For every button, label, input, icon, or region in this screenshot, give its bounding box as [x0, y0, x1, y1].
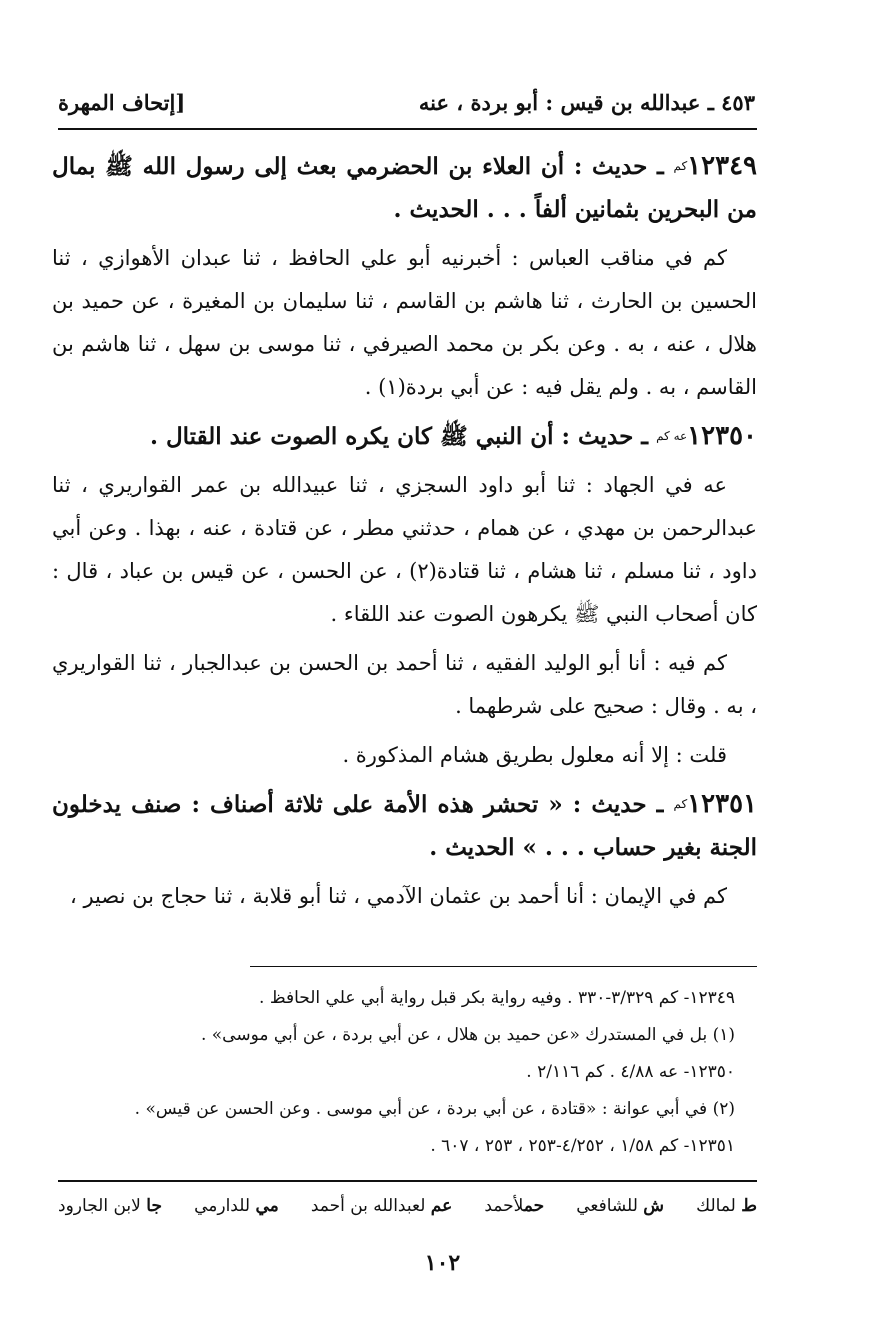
hadith-sigla: كم [673, 797, 688, 811]
abbreviation-item: جا لابن الجارود [58, 1196, 162, 1216]
footnote: ١٢٣٥٠- عه ٤/٨٨ . كم ٢/١١٦ . [526, 1062, 735, 1082]
abbreviation-item: عم لعبدالله بن أحمد [310, 1196, 453, 1216]
main-text [52, 145, 757, 924]
isnad-paragraph: كم فيه : أنا أبو الوليد الفقيه ، ثنا أحمد بن الحسن بن عبدالجبار ، ثنا القواريري ، به . وقال : صحيح على شرطهما . [52, 651, 757, 718]
hadith-number: ١٢٣٥٠ [687, 421, 757, 451]
running-header [58, 90, 755, 115]
hadith-entry-12351 [52, 783, 757, 869]
header-divider [58, 128, 757, 130]
abbreviation-item: مي للدارمي [194, 1196, 279, 1216]
hadith-sigla: كم [673, 159, 688, 173]
hadith-text: ـ حديث : أن النبي ﷺ كان يكره الصوت عند القتال . [149, 423, 649, 450]
footnote-divider [250, 966, 757, 967]
abbreviations-divider [58, 1180, 757, 1182]
footnote: ١٢٣٤٩- كم ٣/٣٢٩-٣٣٠ . وفيه رواية بكر قبل رواية أبي علي الحافظ . [259, 988, 735, 1008]
abbreviation-item: حملأحمد [484, 1196, 545, 1216]
commentary-paragraph: قلت : إلا أنه معلول بطريق هشام المذكورة . [342, 743, 727, 767]
header-book-title: [إتحاف المهرة [58, 90, 186, 115]
hadith-number: ١٢٣٤٩ [687, 151, 757, 181]
footnote: (١) بل في المستدرك «عن حميد بن هلال ، عن أبي بردة ، عن أبي موسى» . [200, 1025, 735, 1045]
abbreviation-item: ط لمالك [696, 1196, 757, 1216]
abbreviation-item: ش للشافعي [576, 1196, 665, 1216]
abbreviations-key [58, 1196, 757, 1216]
header-chapter-title: ٤٥٣ ـ عبدالله بن قيس : أبو بردة ، عنه [418, 90, 755, 115]
footnotes [90, 980, 735, 1165]
hadith-number: ١٢٣٥١ [687, 789, 757, 819]
hadith-sigla: عه كم [656, 429, 688, 443]
page-number: ١٠٢ [424, 1250, 461, 1276]
footnote: ١٢٣٥١- كم ١/٥٨ ، ٤/٢٥٢-٢٥٣ ، ٢٥٣ ، ٦٠٧ . [430, 1136, 735, 1156]
isnad-paragraph: عه في الجهاد : ثنا أبو داود السجزي ، ثنا عبيدالله بن عمر القواريري ، ثنا عبدالرحمن بن مهدي ، عن همام ، حدثني مطر ، عن قتادة ، عنه ، بهذا . وعن أبي داود ، ثنا مسلم ، ثنا هشام ، ثنا قتادة(٢) ، عن الحسن ، عن قيس بن عباد ، قال : كان أصحاب النبي ﷺ يكرهون الصوت عند اللقاء . [52, 473, 757, 626]
footnote: (٢) في أبي عوانة : «قتادة ، عن أبي بردة ، عن أبي موسى . وعن الحسن عن قيس» . [134, 1099, 735, 1119]
hadith-text: ـ حديث : « تحشر هذه الأمة على ثلاثة أصناف : صنف يدخلون الجنة بغير حساب . . . » الحديث . [52, 791, 757, 861]
isnad-paragraph: كم في مناقب العباس : أخبرنيه أبو علي الحافظ ، ثنا عبدان الأهوازي ، ثنا الحسين بن الحارث ، ثنا هاشم بن القاسم ، ثنا سليمان بن المغيرة ، عن حميد بن هلال ، عنه ، به . وعن بكر بن محمد الصيرفي ، ثنا موسى بن سهل ، ثنا هاشم بن القاسم ، به . ولم يقل فيه : عن أبي بردة(١) . [52, 246, 757, 399]
hadith-text: ـ حديث : أن العلاء بن الحضرمي بعث إلى رسول الله ﷺ بمال من البحرين بثمانين ألفاً . . . الحديث . [52, 153, 757, 223]
hadith-entry-12350 [52, 415, 757, 458]
isnad-paragraph: كم في الإيمان : أنا أحمد بن عثمان الآدمي ، ثنا أبو قلابة ، ثنا حجاج بن نصير ، [70, 884, 727, 908]
hadith-entry-12349 [52, 145, 757, 231]
